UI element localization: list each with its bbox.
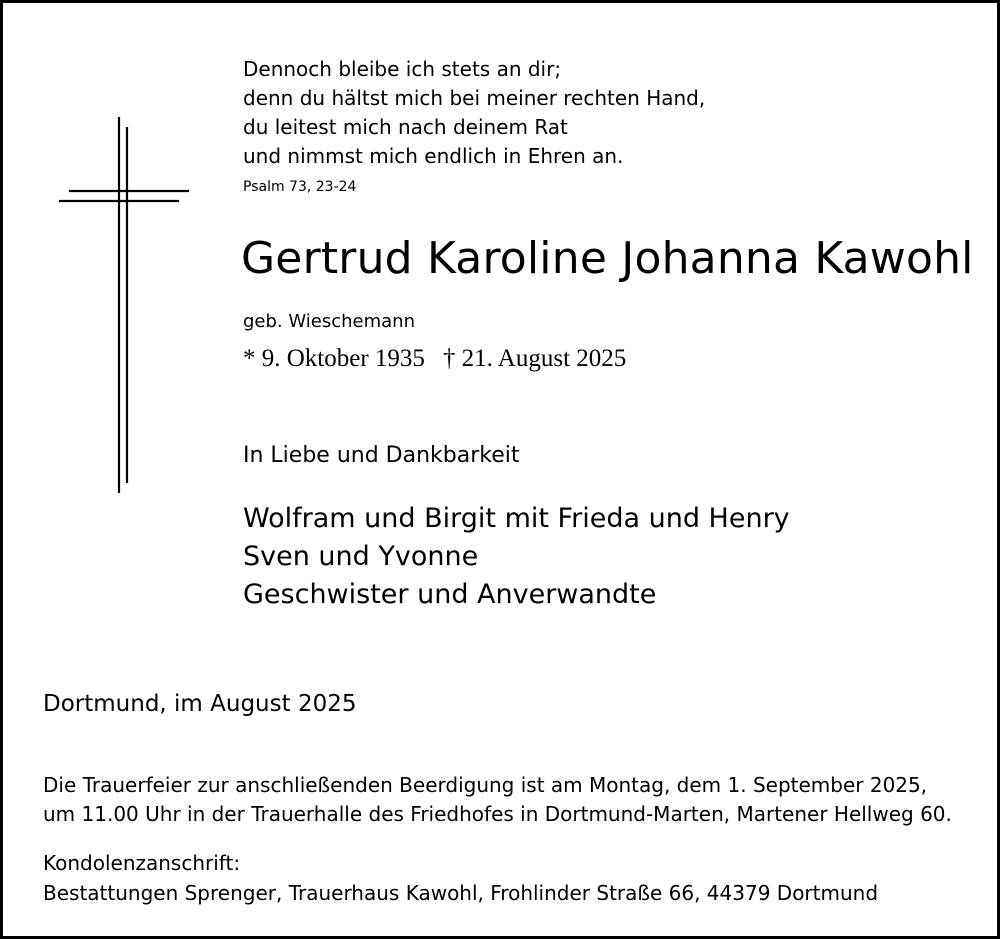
place-date: Dortmund, im August 2025 [43,691,357,717]
verse-line: Dennoch bleibe ich stets an dir; [243,57,562,81]
mourners-list [243,500,790,614]
verse-reference: Psalm 73, 23-24 [243,179,357,195]
service-info [43,771,952,829]
verse-line: du leitest mich nach deinem Rat [243,115,568,139]
service-line: um 11.00 Uhr in der Trauerhalle des Friedhofes in Dortmund-Marten, Martener Hellweg 60. [43,802,952,826]
condolence-address [43,848,878,908]
birth-date: * 9. Oktober 1935 [243,345,425,372]
condolence-label: Kondolenzanschrift: [43,851,241,875]
verse-line: denn du hältst mich bei meiner rechten Hand, [243,86,706,110]
service-line: Die Trauerfeier zur anschließenden Beerdigung ist am Montag, dem 1. September 2025, [43,773,928,797]
maiden-name: geb. Wieschemann [243,311,415,332]
death-date: † 21. August 2025 [442,345,627,372]
bible-verse [243,55,705,171]
condolence-address-line: Bestattungen Sprenger, Trauerhaus Kawohl, Frohlinder Straße 66, 44379 Dortmund [43,881,879,905]
mourner-line: Sven und Yvonne [243,541,479,572]
verse-line: und nimmst mich endlich in Ehren an. [243,144,624,168]
cross-icon [57,113,193,497]
deceased-name: Gertrud Karoline Johanna Kawohl [241,233,974,284]
mourner-line: Wolfram und Birgit mit Frieda und Henry [243,503,790,534]
life-dates [243,345,626,373]
mourner-line: Geschwister und Anverwandte [243,579,657,610]
dedication: In Liebe und Dankbarkeit [243,443,520,468]
